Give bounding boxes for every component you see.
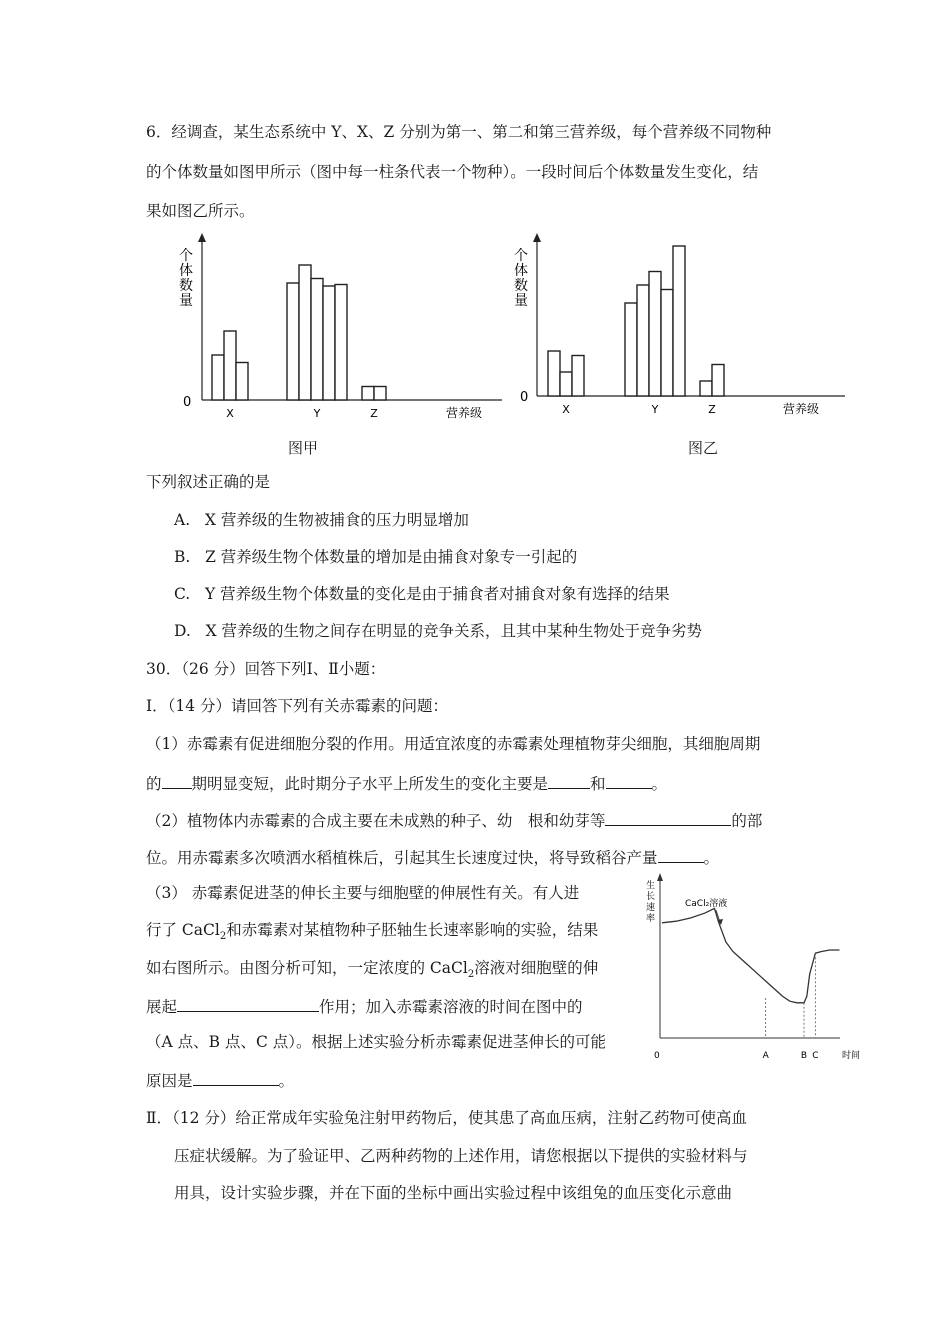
chart-jia-bar-y-1 [287,283,299,400]
chart-jia-tick-x: X [226,407,234,420]
yi-y-label-char-0: 个 [514,248,528,264]
chart-jia-tick-z: Z [370,407,378,420]
q30-s3-text-c: 如右图所示。由图分析可知，一定浓度的 CaCl [146,959,468,977]
yi-y-label-char-3: 量 [514,293,528,309]
chart-jia-bar-z-1 [362,387,374,401]
chart-growth-annotation: CaCl₂溶液 [685,899,728,909]
blank-synthesis-site[interactable] [605,809,731,826]
chart-jia-tick-y: Y [313,407,321,420]
q30-s1-text-c: 和 [590,775,606,793]
yi-y-label-char-2: 数 [514,278,528,294]
q30-s1-line1: （1）赤霉素有促进细胞分裂的作用。用适宜浓度的赤霉素处理植物芽尖细胞，其细胞周期 [146,735,761,753]
chart-yi-bar-y-1 [625,303,637,396]
chart-yi-tick-x: X [562,403,570,416]
chart-yi-bar-x-1 [548,351,560,396]
q30-s3-text-g: 原因是 [146,1072,193,1090]
chart-yi-y-label [514,248,528,309]
q30-part2-line1: Ⅱ．（12 分）给正常成年实验兔注射甲药物后，使其患了高血压病，注射乙药物可使高血 [146,1109,747,1127]
chart-yi-bar-y-4 [661,290,673,397]
option-c-text: Y 营养级生物个体数量的变化是由于捕食者对捕食对象有选择的结果 [205,585,670,603]
option-d-letter: D. [174,622,191,640]
q6-line-3: 果如图乙所示。 [146,202,255,220]
chart-jia-bar-x-1 [212,355,224,400]
chart-yi-bars [548,246,724,396]
chart-jia-bar-x-3 [236,363,248,401]
blank-change-2[interactable] [606,772,652,789]
q30-s2-line2 [146,846,719,868]
chart-jia-bar-y-4 [323,286,335,400]
chart-yi-x-ticks [562,403,716,416]
q30-s3-line4 [146,995,583,1017]
jia-y-label-char-3: 量 [179,293,193,309]
option-d[interactable] [174,621,702,641]
chart-jia-bar-x-2 [224,331,236,400]
option-c-letter: C. [174,585,191,603]
chart-yi-bar-z-2 [712,365,724,397]
chart-yi-tick-y: Y [651,403,659,416]
chart-growth-x-ticks [763,953,819,1061]
option-b-letter: B. [174,548,191,566]
chart-growth-tick-a: A [762,1051,769,1061]
q30-s1-text-d: 。 [651,775,668,793]
jia-y-label-char-2: 数 [179,278,193,294]
chart-jia-bar-z-2 [374,387,386,401]
chart-yi-bar-y-5 [673,246,685,396]
option-b-text: Z 营养级生物个体数量的增加是由捕食对象专一引起的 [205,548,578,566]
chart-jia-y-label [179,248,193,309]
q30-part2-line3: 用具，设计实验步骤，并在下面的坐标中画出实验过程中该组兔的血压变化示意曲 [174,1184,733,1202]
chart-growth-curve [662,908,840,1002]
chart-jia-bar-y-5 [335,285,347,401]
q30-s3-sub-1: 2 [219,931,227,943]
growth-y-label-char-1: 长 [646,892,656,902]
q30-s3-text-d: 溶液对细胞壁的伸 [474,959,599,977]
chart-jia-x-ticks [226,407,378,420]
blank-yield[interactable] [658,846,704,863]
jia-y-label-char-0: 个 [179,248,193,264]
q6-line-2: 的个体数量如图甲所示（图中每一柱条代表一个物种）。一段时间后个体数量发生变化，结 [146,163,759,181]
chart-growth-rate [640,870,890,1065]
q30-s3-sub-2: 2 [467,969,475,981]
chart-yi-bar-y-2 [637,285,649,396]
option-b[interactable] [174,547,577,567]
q30-s1-text-b: 期明显变短，此时期分子水平上所发生的变化主要是 [191,775,549,793]
option-a-text: X 营养级的生物被捕食的压力明显增加 [204,511,469,529]
q30-s3-line2 [146,920,598,947]
q30-s2-text-c: 位。用赤霉素多次喷洒水稻植株后，引起其生长速度过快，将导致稻谷产量 [146,849,658,867]
chart-yi-bar-x-3 [572,356,584,397]
chart-jia-bars [212,265,386,400]
chart-jia [175,230,515,430]
blank-effect[interactable] [177,995,319,1012]
chart-jia-caption: 图甲 [288,439,319,457]
chart-growth-tick-b: B [800,1051,808,1061]
chart-jia-bar-y-2 [299,265,311,400]
q6-prompt: 下列叙述正确的是 [146,473,271,491]
q30-s1-line2 [146,772,667,794]
q6-line-1: 6．经调查，某生态系统中 Y、X、Z 分别为第一、第二和第三营养级，每个营养级不同物种 [146,123,772,141]
q30-s2-text-d: 。 [703,849,720,867]
growth-y-label-char-0: 生 [646,881,656,891]
q30-s3-text-b: 和赤霉素对某植物种子胚轴生长速率影响的实验，结果 [226,921,599,939]
chart-jia-origin: 0 [183,395,192,410]
blank-change-1[interactable] [548,772,590,789]
blank-reason[interactable] [193,1069,279,1086]
q30-part1-header: Ⅰ．（14 分）请回答下列有关赤霉素的问题： [146,697,449,715]
q30-header: 30．（26 分）回答下列Ⅰ、Ⅱ小题： [146,660,386,678]
q30-s2-line1 [146,809,762,831]
q30-s3-line6 [146,1069,294,1091]
chart-yi-y-arrow [533,233,541,242]
chart-jia-x-label: 营养级 [446,406,483,420]
blank-phase[interactable] [162,772,192,789]
q30-s1-text-a: 的 [146,775,162,793]
q30-s2-text-b: 的部 [731,812,763,830]
yi-y-label-char-1: 体 [514,263,528,279]
chart-yi [510,230,850,430]
chart-yi-caption: 图乙 [688,439,719,457]
chart-yi-origin: 0 [520,390,529,405]
chart-yi-tick-z: Z [708,403,716,416]
q30-s3-text-f: 作用；加入赤霉素溶液的时间在图中的 [319,998,583,1016]
growth-y-label-char-2: 速 [646,903,656,913]
chart-yi-bar-z-1 [700,381,712,396]
q30-s3-text-a: 行了 CaCl [146,921,220,939]
q30-s3-text-e: 展起 [146,998,178,1016]
q30-part2-line2: 压症状缓解。为了验证甲、乙两种药物的上述作用，请您根据以下提供的实验材料与 [174,1147,748,1165]
growth-y-label-char-3: 率 [646,914,656,924]
q30-s3-line3 [146,958,598,985]
chart-growth-x-label: 时间 [842,1051,861,1061]
q30-s3-line1: （3） 赤霉素促进茎的伸长主要与细胞壁的伸展性有关。有人进 [146,884,580,902]
chart-growth-y-label [646,879,655,924]
q30-s2-text-a: （2）植物体内赤霉素的合成主要在未成熟的种子、幼 根和幼芽等 [146,812,606,830]
option-d-text: X 营养级的生物之间存在明显的竞争关系，且其中某种生物处于竞争劣势 [205,622,703,640]
q30-s3-text-h: 。 [278,1072,295,1090]
jia-y-label-char-1: 体 [179,263,193,279]
chart-yi-x-label: 营养级 [783,402,820,416]
chart-growth-origin: 0 [654,1051,660,1061]
chart-jia-bar-y-3 [311,279,323,401]
chart-jia-y-arrow [198,233,206,242]
chart-growth-y-arrow [657,873,663,881]
option-a[interactable] [174,510,469,530]
chart-yi-bar-x-2 [560,372,572,396]
q30-s3-line5: （A 点、B 点、C 点）。根据上述实验分析赤霉素促进茎伸长的可能 [146,1033,606,1051]
chart-yi-bar-y-3 [649,272,661,397]
option-a-letter: A. [174,511,191,529]
chart-growth-tick-c: C [812,1051,819,1061]
option-c[interactable] [174,584,670,604]
